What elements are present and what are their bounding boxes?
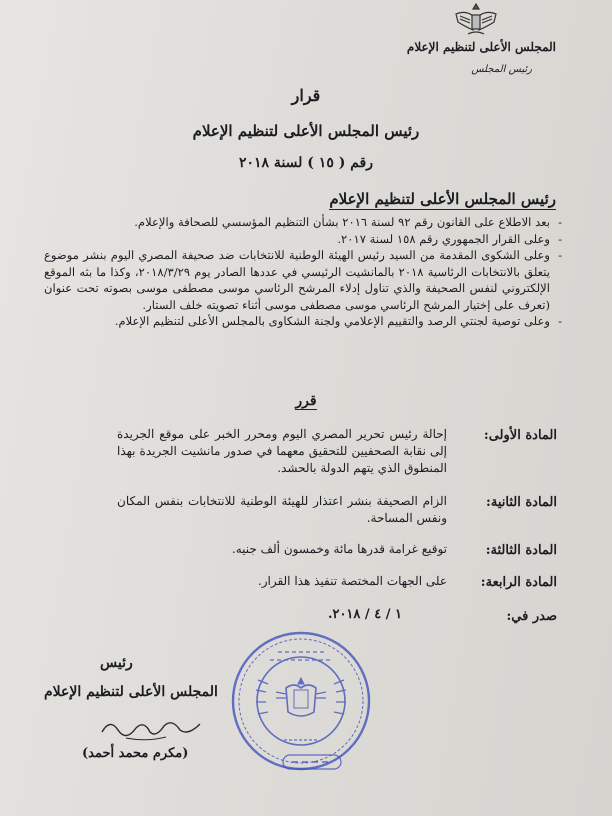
- article-3-label: المادة الثالثة:: [485, 543, 557, 558]
- decision-issuer: رئيس المجلس الأعلى لتنظيم الإعلام: [192, 122, 420, 140]
- article-2-text: الزام الصحيفة بنشر اعتذار للهيئة الوطنية للانتخابات بنفس المكان ونفس المساحة.: [117, 494, 447, 525]
- article-4-text: على الجهات المختصة تنفيذ هذا القرار.: [257, 574, 447, 588]
- signature-title: رئيس: [100, 655, 133, 671]
- decision-number: رقم ( ١٥ ) لسنة ٢٠١٨: [238, 155, 373, 171]
- official-seal-stamp: [228, 628, 374, 774]
- article-1-label: المادة الأولى:: [483, 428, 557, 443]
- decided-heading: قرر: [295, 393, 317, 409]
- preamble-item: - وعلى توصية لجنتي الرصد والتقييم الإعلامي ولجنة الشكاوى بالمجلس الأعلى لتنظيم الإعلام.: [44, 313, 550, 330]
- article-4-label: المادة الرابعة:: [480, 575, 557, 590]
- issued-date: ١ / ٤ / ٢٠١٨.: [327, 607, 402, 622]
- signature-org: المجلس الأعلى لتنظيم الإعلام: [44, 684, 218, 700]
- preamble-item: - بعد الاطلاع على القانون رقم ٩٢ لسنة ٢٠١٦ بشأن التنظيم المؤسسي للصحافة والإعلام.: [44, 214, 550, 231]
- signature-name: (مكرم محمد أحمد): [82, 746, 189, 761]
- article-3-text: توقيع غرامة قدرها مائة وخمسون ألف جنيه.: [231, 542, 447, 556]
- preamble-item: - وعلى الشكوى المقدمة من السيد رئيس الهيئة الوطنية للانتخابات ضد صحيفة المصري اليوم بنشر موضوع يتعلق بالانتخابات الرئاسية ٢٠١٨ بالمانشيت الرئيسي في عددها الصادر يوم ٢٠١٨/٣/٢٩، وكذا ما بثه الموقع الإلكتروني لنفس الصحيفة والذي تناول إدلاء المرشح الرئاسي موسى مصطفى موسى بصوته تحت عنوان (تعرف على إختيار المرشح الرئاسي موسى مصطفى موسى أثناء تصويته خلف الستار.: [44, 247, 550, 313]
- header-subtitle: رئيس المجلس: [471, 64, 532, 75]
- article-1-text: إحالة رئيس تحرير المصري اليوم ومحرر الخبر على موقع الجريدة إلى نقابة الصحفيين للتحقيق معهما في صدور مانشيت الجريدة بهذا المنطوق الذي يتهم الدولة بالحشد.: [117, 427, 447, 475]
- handwritten-signature: [96, 710, 206, 746]
- eagle-emblem-icon: [452, 0, 500, 40]
- article-2-label: المادة الثانية:: [486, 495, 557, 510]
- preamble-item: - وعلى القرار الجمهوري رقم ١٥٨ لسنة ٢٠١٧.: [44, 231, 550, 248]
- preamble: [44, 214, 564, 330]
- issued-label: صدر في:: [506, 609, 557, 624]
- decision-title: قرار: [291, 86, 321, 105]
- stamp-serial-mark: [282, 754, 342, 770]
- section-heading: رئيس المجلس الأعلى لتنظيم الإعلام: [329, 190, 556, 208]
- header-org-name: المجلس الأعلى لتنظيم الإعلام: [406, 40, 556, 54]
